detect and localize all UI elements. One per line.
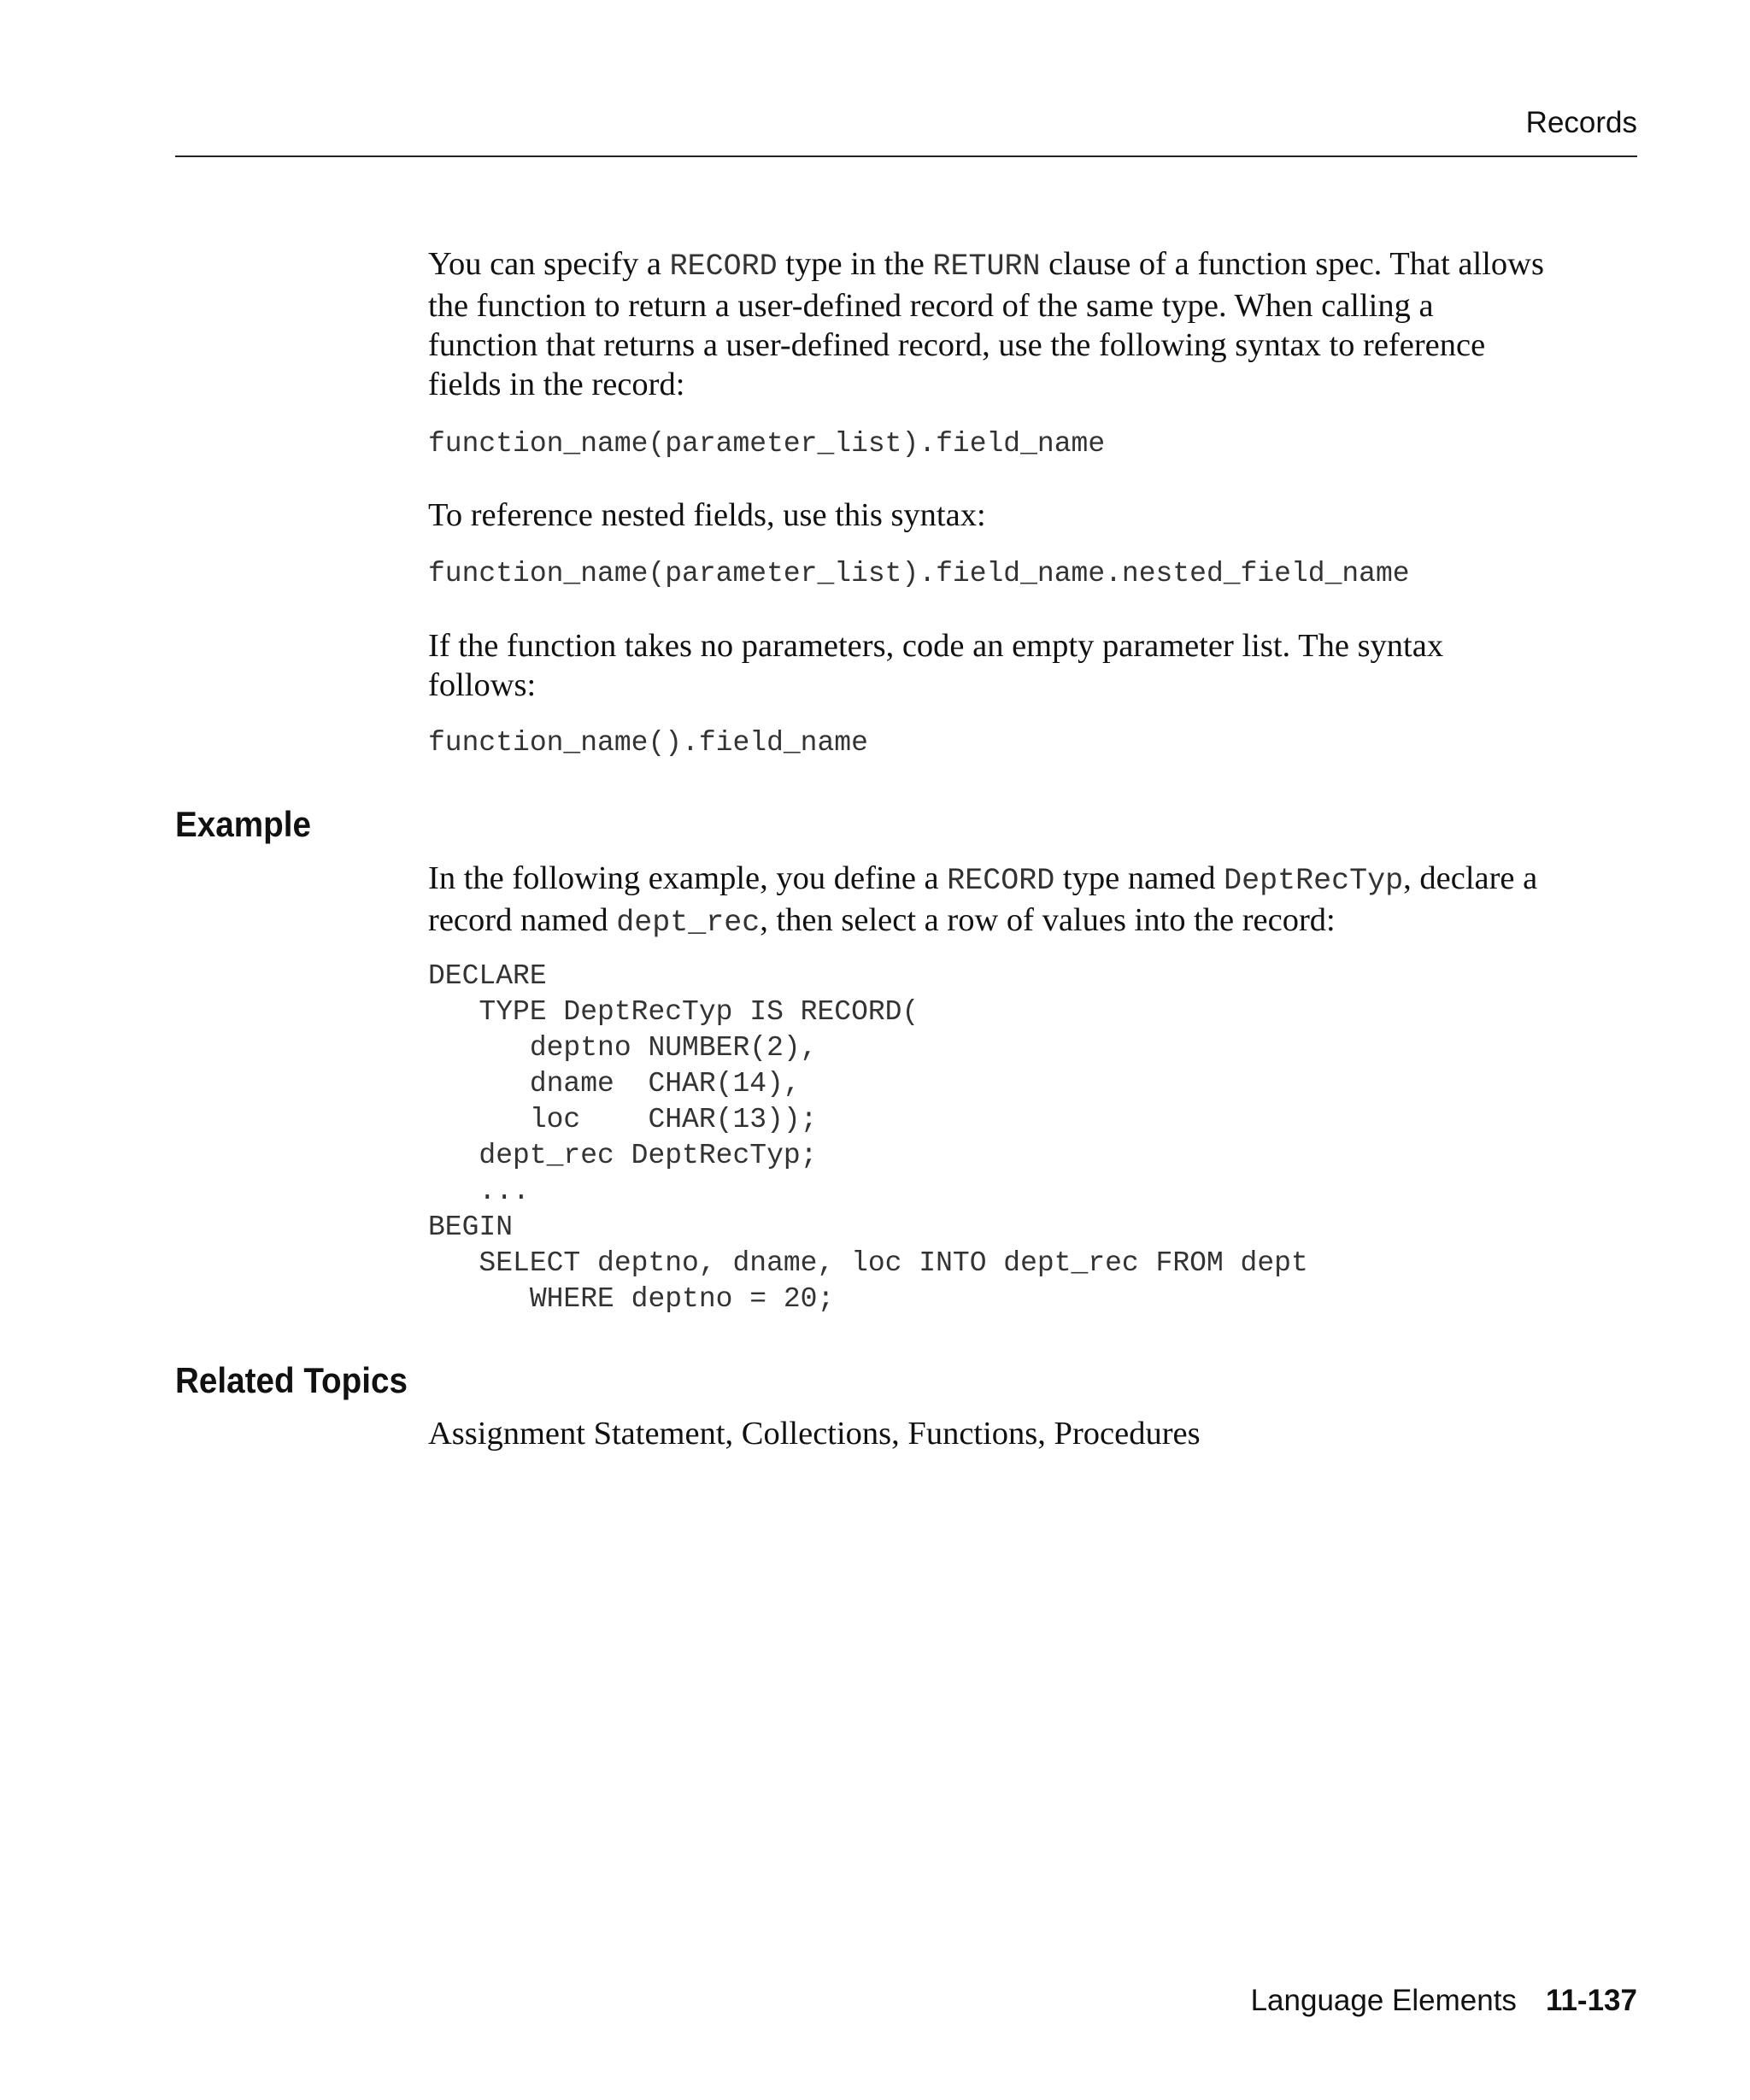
- example-line-1: In the following example, you define a RECORD type named DeptRecTyp, declare a: [428, 860, 1538, 898]
- code-record: RECORD: [669, 249, 778, 284]
- code-line: ...: [428, 1176, 530, 1207]
- code-nested-syntax: function_name(parameter_list).field_name.nested_field_name: [428, 558, 1410, 590]
- running-head: Records: [1525, 106, 1637, 139]
- intro-line-1: You can specify a RECORD type in the RETURN clause of a function spec. That allows: [428, 246, 1544, 284]
- syntax-example-3: [428, 726, 1641, 760]
- syntax-example-1: [428, 427, 1641, 461]
- code-field-syntax: function_name(parameter_list).field_name: [428, 428, 1106, 460]
- related-topics-heading: Related Topics: [175, 1360, 408, 1400]
- related-topics-list: [428, 1414, 1641, 1453]
- footer-chapter: Language Elements: [1250, 1984, 1517, 2017]
- intro-line-4: fields in the record:: [428, 367, 685, 402]
- code-line: TYPE DeptRecTyp IS RECORD(: [428, 996, 919, 1028]
- code-line: loc CHAR(13));: [428, 1104, 818, 1135]
- page-number: 11-137: [1545, 1984, 1637, 2017]
- code-deptrectyp: DeptRecTyp: [1224, 864, 1404, 898]
- code-line: dname CHAR(14),: [428, 1068, 801, 1100]
- no-params-line-1: If the function takes no parameters, code an empty parameter list. The syntax: [428, 628, 1444, 664]
- code-line: DECLARE: [428, 960, 547, 992]
- code-line: BEGIN: [428, 1211, 514, 1243]
- example-code-block: [428, 959, 1641, 1317]
- intro-line-3: function that returns a user-defined record, use the following syntax to reference: [428, 327, 1486, 363]
- code-line: WHERE deptno = 20;: [428, 1283, 835, 1315]
- syntax-example-2: [428, 557, 1641, 591]
- code-line: dept_rec DeptRecTyp;: [428, 1140, 818, 1171]
- intro-paragraph: [428, 244, 1641, 404]
- code-line: SELECT deptno, dname, loc INTO dept_rec FROM dept: [428, 1247, 1308, 1279]
- no-params-paragraph: [428, 626, 1641, 705]
- code-return: RETURN: [932, 249, 1041, 284]
- nested-paragraph: [428, 496, 1641, 535]
- code-empty-params-syntax: function_name().field_name: [428, 727, 868, 759]
- header-rule: [175, 155, 1637, 157]
- code-line: deptno NUMBER(2),: [428, 1032, 818, 1064]
- intro-line-2: the function to return a user-defined record of the same type. When calling a: [428, 288, 1434, 324]
- related-topics-text: Assignment Statement, Collections, Functions, Procedures: [428, 1416, 1201, 1452]
- example-line-2: record named dept_rec, then select a row of values into the record:: [428, 902, 1336, 940]
- example-heading: Example: [175, 804, 311, 844]
- nested-text: To reference nested fields, use this syntax:: [428, 497, 986, 533]
- code-dept-rec: dept_rec: [616, 906, 760, 940]
- example-paragraph: [428, 859, 1641, 942]
- page-footer: [1251, 1984, 1637, 2018]
- code-record-2: RECORD: [947, 864, 1055, 898]
- no-params-line-2: follows:: [428, 667, 537, 703]
